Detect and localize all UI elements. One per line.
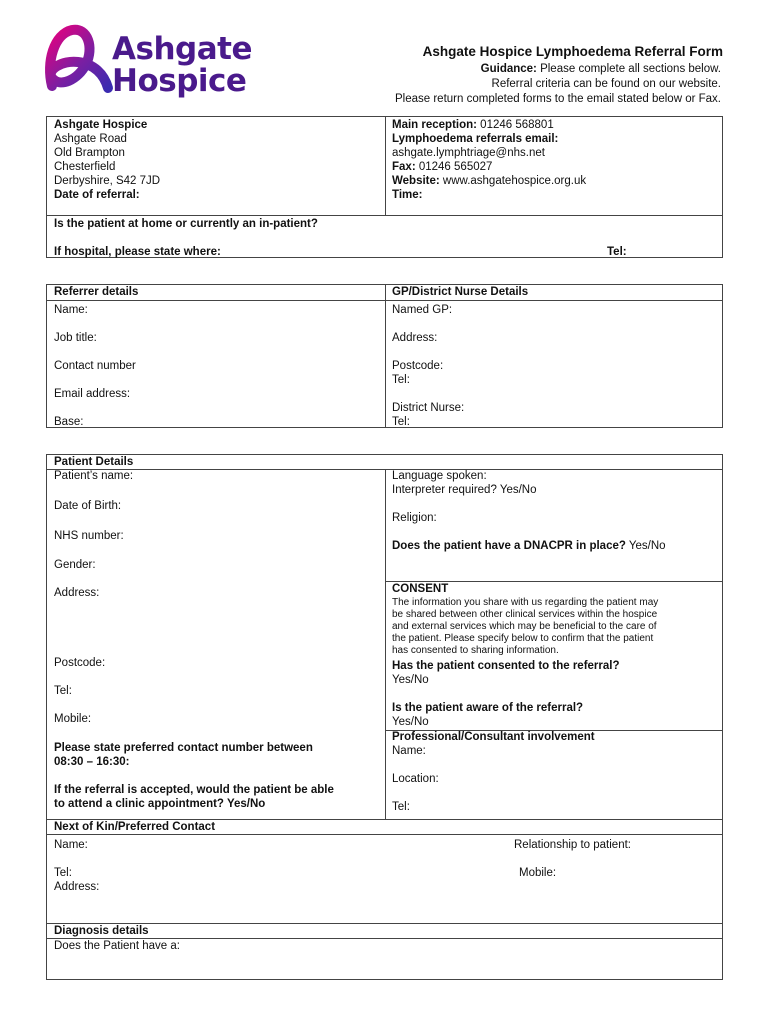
- next-of-kin-name-field[interactable]: Name:: [54, 839, 88, 851]
- hospital-location-label: If hospital, please state where:: [54, 246, 221, 258]
- consent-answer[interactable]: Yes/No: [392, 674, 429, 686]
- district-nurse-field[interactable]: District Nurse:: [392, 402, 465, 414]
- gender-field[interactable]: Gender:: [54, 559, 96, 571]
- patient-location-question: Is the patient at home or currently an in-patient?: [54, 218, 318, 230]
- dnacpr-question[interactable]: Does the patient have a DNACPR in place? Yes/No: [392, 540, 666, 552]
- form-title: Ashgate Hospice Lymphoedema Referral Form: [422, 44, 723, 59]
- referrals-email-label: Lymphoedema referrals email:: [392, 133, 559, 145]
- patient-mobile-field[interactable]: Mobile:: [54, 713, 92, 725]
- patient-details-heading: Patient Details: [54, 456, 134, 468]
- referrals-email-link[interactable]: ashgate.lymphtriage@nhs.net: [392, 147, 545, 159]
- interpreter-required-field[interactable]: Interpreter required? Yes/No: [392, 484, 537, 496]
- district-nurse-tel-field[interactable]: Tel:: [392, 416, 410, 428]
- preferred-contact-hours[interactable]: 08:30 – 16:30:: [54, 756, 130, 768]
- gp-tel-field[interactable]: Tel:: [392, 374, 410, 386]
- guidance-line: [481, 62, 721, 76]
- patient-tel-field[interactable]: Tel:: [54, 685, 72, 697]
- patient-address-field[interactable]: Address:: [54, 587, 100, 599]
- clinic-appointment-question: If the referral is accepted, would the patient be able: [54, 784, 334, 796]
- ashgate-logo: [38, 22, 252, 102]
- clinic-appointment-answer[interactable]: to attend a clinic appointment? Yes/No: [54, 798, 266, 810]
- patient-postcode-field[interactable]: Postcode:: [54, 657, 106, 669]
- address-line: Old Brampton: [54, 147, 125, 159]
- website[interactable]: Website: www.ashgatehospice.org.uk: [392, 175, 587, 187]
- next-of-kin-address-field[interactable]: Address:: [54, 881, 100, 893]
- referrer-base-field[interactable]: Base:: [54, 416, 84, 428]
- consent-paragraph-line: the patient. Please specify below to confirm that the patient: [392, 633, 654, 644]
- consent-question: Has the patient consented to the referral?: [392, 660, 620, 672]
- nhs-number-field[interactable]: NHS number:: [54, 530, 124, 542]
- referrer-email-field[interactable]: Email address:: [54, 388, 131, 400]
- professional-tel-field[interactable]: Tel:: [392, 801, 410, 813]
- patient-name-field[interactable]: Patient’s name:: [54, 470, 134, 482]
- consent-paragraph-line: be shared between other clinical services within the hospice: [392, 609, 658, 620]
- aware-answer[interactable]: Yes/No: [392, 716, 429, 728]
- guidance-line-3: Please return completed forms to the email stated below or Fax.: [395, 93, 721, 105]
- fax-number: Fax: 01246 565027: [392, 161, 493, 173]
- guidance-text: Please complete all sections below.: [536, 63, 721, 75]
- main-reception: Main reception: 01246 568801: [392, 119, 554, 131]
- referrer-details-heading: Referrer details: [54, 286, 139, 298]
- hospital-tel-label: Tel:: [607, 246, 627, 258]
- logo-line-1: Ashgate: [112, 31, 252, 67]
- consent-paragraph-line: and external services which may be beneficial to the care of: [392, 621, 657, 632]
- next-of-kin-heading: Next of Kin/Preferred Contact: [54, 821, 216, 833]
- referrer-job-title-field[interactable]: Job title:: [54, 332, 97, 344]
- diagnosis-question[interactable]: Does the Patient have a:: [54, 940, 180, 952]
- address-line: Ashgate Road: [54, 133, 127, 145]
- preferred-contact-label: Please state preferred contact number between: [54, 742, 313, 754]
- guidance-label: Guidance:: [480, 63, 537, 75]
- consent-paragraph-line: The information you share with us regarding the patient may: [392, 597, 659, 608]
- time-label: Time:: [392, 189, 423, 201]
- next-of-kin-tel-field[interactable]: Tel:: [54, 867, 72, 879]
- date-of-referral-label: Date of referral:: [54, 189, 140, 201]
- consent-paragraph-line: has consented to sharing information.: [392, 645, 559, 656]
- aware-question: Is the patient aware of the referral?: [392, 702, 584, 714]
- gp-postcode-field[interactable]: Postcode:: [392, 360, 444, 372]
- address-line: Chesterfield: [54, 161, 116, 173]
- diagnosis-heading: Diagnosis details: [54, 925, 149, 937]
- referrer-name-field[interactable]: Name:: [54, 304, 88, 316]
- guidance-line-2: Referral criteria can be found on our website.: [491, 78, 721, 90]
- logo-line-2: Hospice: [112, 63, 247, 99]
- gp-details-heading: GP/District Nurse Details: [392, 286, 529, 298]
- named-gp-field[interactable]: Named GP:: [392, 304, 453, 316]
- date-of-birth-field[interactable]: Date of Birth:: [54, 500, 122, 512]
- logo-mark-icon: [38, 22, 118, 102]
- gp-address-field[interactable]: Address:: [392, 332, 438, 344]
- professional-heading: Professional/Consultant involvement: [392, 731, 595, 743]
- hospice-name: Ashgate Hospice: [54, 119, 148, 131]
- religion-field[interactable]: Religion:: [392, 512, 437, 524]
- relationship-field[interactable]: Relationship to patient:: [514, 839, 631, 851]
- referrer-contact-number-field[interactable]: Contact number: [54, 360, 136, 372]
- address-line: Derbyshire, S42 7JD: [54, 175, 161, 187]
- professional-name-field[interactable]: Name:: [392, 745, 426, 757]
- next-of-kin-mobile-field[interactable]: Mobile:: [519, 867, 557, 879]
- language-spoken-field[interactable]: Language spoken:: [392, 470, 487, 482]
- consent-heading: CONSENT: [392, 583, 449, 595]
- professional-location-field[interactable]: Location:: [392, 773, 439, 785]
